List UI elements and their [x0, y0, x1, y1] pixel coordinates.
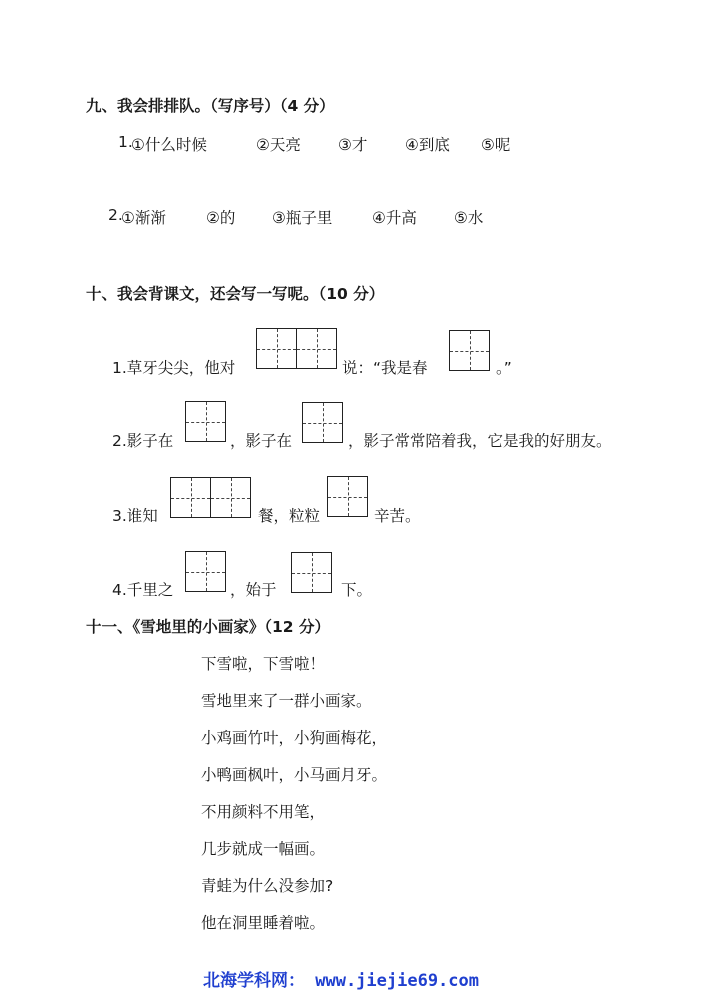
writing-grid-box[interactable] [302, 402, 343, 443]
word-option: ⑤水 [454, 209, 484, 227]
poem-line: 不用颜料不用笔， [201, 803, 326, 821]
fill-line-4-part-c: 下。 [341, 581, 373, 599]
poem-line: 青蛙为什么没参加? [201, 877, 334, 895]
section-10-title: 十、我会背课文，还会写一写呢。（10 分） [86, 285, 385, 303]
word-option: ④到底 [405, 136, 450, 154]
footer-website[interactable]: 北海学科网： www.jiejie69.com [203, 971, 479, 991]
word-option: ②的 [206, 209, 236, 227]
section-11-title: 十一、《雪地里的小画家》（12 分） [86, 618, 330, 636]
word-option: ④升高 [372, 209, 417, 227]
fill-line-2-part-c: ，影子常常陪着我，它是我的好朋友。 [348, 432, 612, 450]
fill-line-4-part-b: ，始于 [230, 581, 277, 599]
fill-line-2-part-b: ，影子在 [230, 432, 293, 450]
writing-grid-box[interactable] [449, 330, 490, 371]
fill-line-1-part-a: 1.草牙尖尖，他对 [112, 359, 236, 377]
writing-grid-box[interactable] [170, 477, 211, 518]
writing-grid-box[interactable] [210, 477, 251, 518]
writing-grid-box[interactable] [327, 476, 368, 517]
question-number: 2. [108, 206, 123, 224]
fill-line-1-part-b: 说：“我是春 [342, 359, 428, 377]
poem-line: 雪地里来了一群小画家。 [201, 692, 372, 710]
writing-grid-box[interactable] [291, 552, 332, 593]
writing-grid-box[interactable] [185, 551, 226, 592]
question-number: 1. [118, 133, 133, 151]
writing-grid-box[interactable] [185, 401, 226, 442]
poem-line: 小鸡画竹叶，小狗画梅花， [201, 729, 388, 747]
word-option: ②天亮 [256, 136, 301, 154]
writing-grid-box[interactable] [256, 328, 297, 369]
fill-line-3-part-b: 餐，粒粒 [258, 507, 321, 525]
fill-line-4-part-a: 4.千里之 [112, 581, 174, 599]
fill-line-1-part-c: 。” [496, 359, 512, 377]
poem-line: 下雪啦，下雪啦！ [201, 655, 326, 673]
fill-line-3-part-a: 3.谁知 [112, 507, 158, 525]
poem-line: 几步就成一幅画。 [201, 840, 326, 858]
word-option: ①渐渐 [121, 209, 166, 227]
poem-line: 小鸭画枫叶，小马画月牙。 [201, 766, 388, 784]
fill-line-2-part-a: 2.影子在 [112, 432, 174, 450]
fill-line-3-part-c: 辛苦。 [374, 507, 421, 525]
word-option: ③瓶子里 [272, 209, 333, 227]
word-option: ③才 [338, 136, 368, 154]
section-9-title: 九、我会排排队。（写序号）（4 分） [86, 97, 335, 115]
poem-line: 他在洞里睡着啦。 [201, 914, 326, 932]
word-option: ①什么时候 [131, 136, 207, 154]
word-option: ⑤呢 [481, 136, 511, 154]
writing-grid-box[interactable] [296, 328, 337, 369]
